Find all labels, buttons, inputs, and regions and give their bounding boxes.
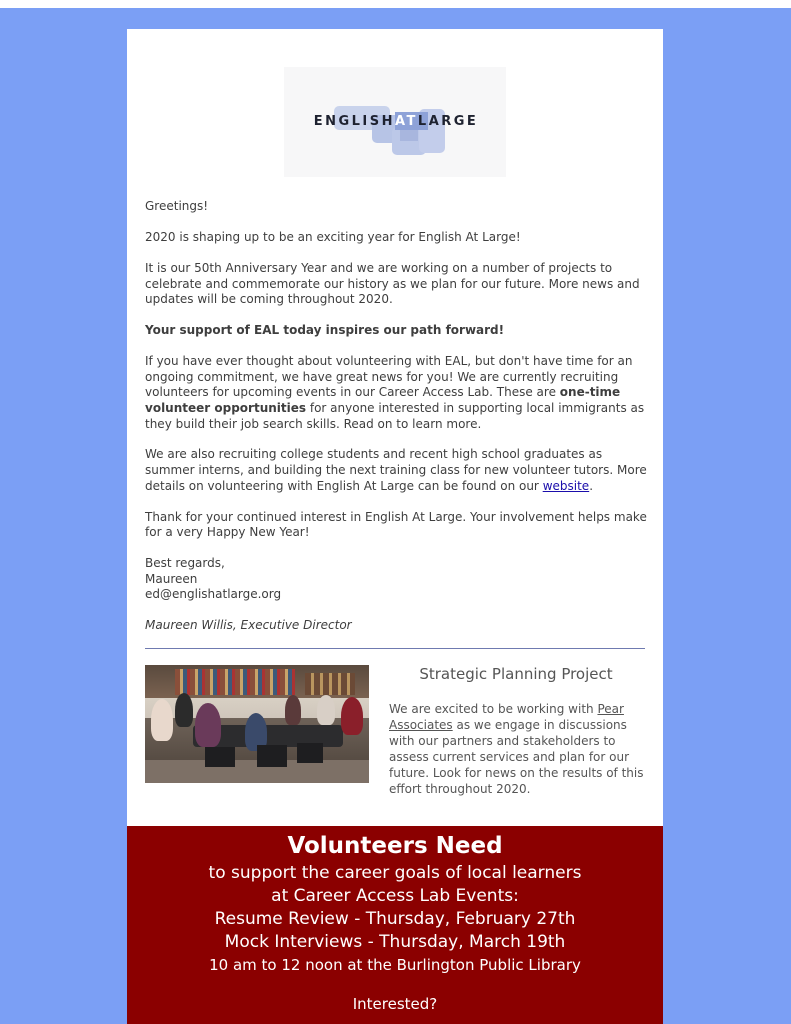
paragraph-4: If you have ever thought about volunteering with EAL, but don't have time for an ongoing commitment, we have great news for you! We are currently recruiting volunteers for upcoming events in our Career Access Lab. These are one-time volunteer opportunities for anyone interested in supporting local immigrants as they build their job search skills. Read on to learn more.: [145, 354, 645, 431]
signature: Maureen Willis, Executive Director: [145, 618, 352, 633]
english-at-large-logo[interactable]: [284, 67, 506, 177]
greeting: Greetings!: [145, 199, 209, 213]
website-link[interactable]: website: [542, 478, 590, 493]
strategic-planning-title: Strategic Planning Project: [419, 665, 613, 683]
banner-line-4: Mock Interviews - Thursday, March 19th: [224, 932, 566, 952]
banner-line-2: at Career Access Lab Events:: [271, 886, 519, 906]
pear-associates-link[interactable]: Pear Associates: [389, 702, 624, 732]
banner-line-1: to support the career goals of local learners: [208, 863, 582, 883]
paragraph-2: It is our 50th Anniversary Year and we are working on a number of projects to celebrate and commemorate our history as we plan for our future. More news and updates will be coming throughout 2020.: [145, 260, 640, 307]
volunteers-banner: [127, 826, 663, 1024]
meeting-photo: [145, 665, 369, 783]
paragraph-5: We are also recruiting college students and recent high school graduates as summer interns, and building the next training class for new volunteer tutors. More details on volunteering with English At Large can be found on our website.: [145, 447, 647, 493]
sender-email: ed@englishatlarge.org: [145, 587, 282, 602]
closing: Best regards,: [145, 556, 225, 571]
logo-wordmark: ENGLISHATLARGE: [313, 114, 479, 129]
paragraph-6: Thank for your continued interest in English At Large. Your involvement helps make for a very Happy New Year!: [145, 509, 647, 540]
banner-heading: Volunteers Need: [287, 833, 503, 859]
newsletter-card: [127, 29, 663, 1024]
divider: [145, 648, 645, 649]
sender-name: Maureen: [145, 571, 198, 586]
top-strip: [0, 0, 791, 8]
banner-interested[interactable]: Interested?: [352, 995, 438, 1013]
paragraph-3: Your support of EAL today inspires our path forward!: [145, 323, 505, 338]
banner-line-5: 10 am to 12 noon at the Burlington Public Library: [209, 956, 581, 974]
closing-block: [145, 556, 649, 603]
paragraph-1: 2020 is shaping up to be an exciting year for English At Large!: [145, 229, 521, 244]
banner-line-3: Resume Review - Thursday, February 27th: [214, 909, 576, 929]
letter-body: [145, 199, 649, 649]
strategic-planning-text: We are excited to be working with Pear Associates as we engage in discussions with our partners and stakeholders to assess current services and plan for our future. Look for news on the results of this effort throughout 2020.: [389, 702, 644, 796]
